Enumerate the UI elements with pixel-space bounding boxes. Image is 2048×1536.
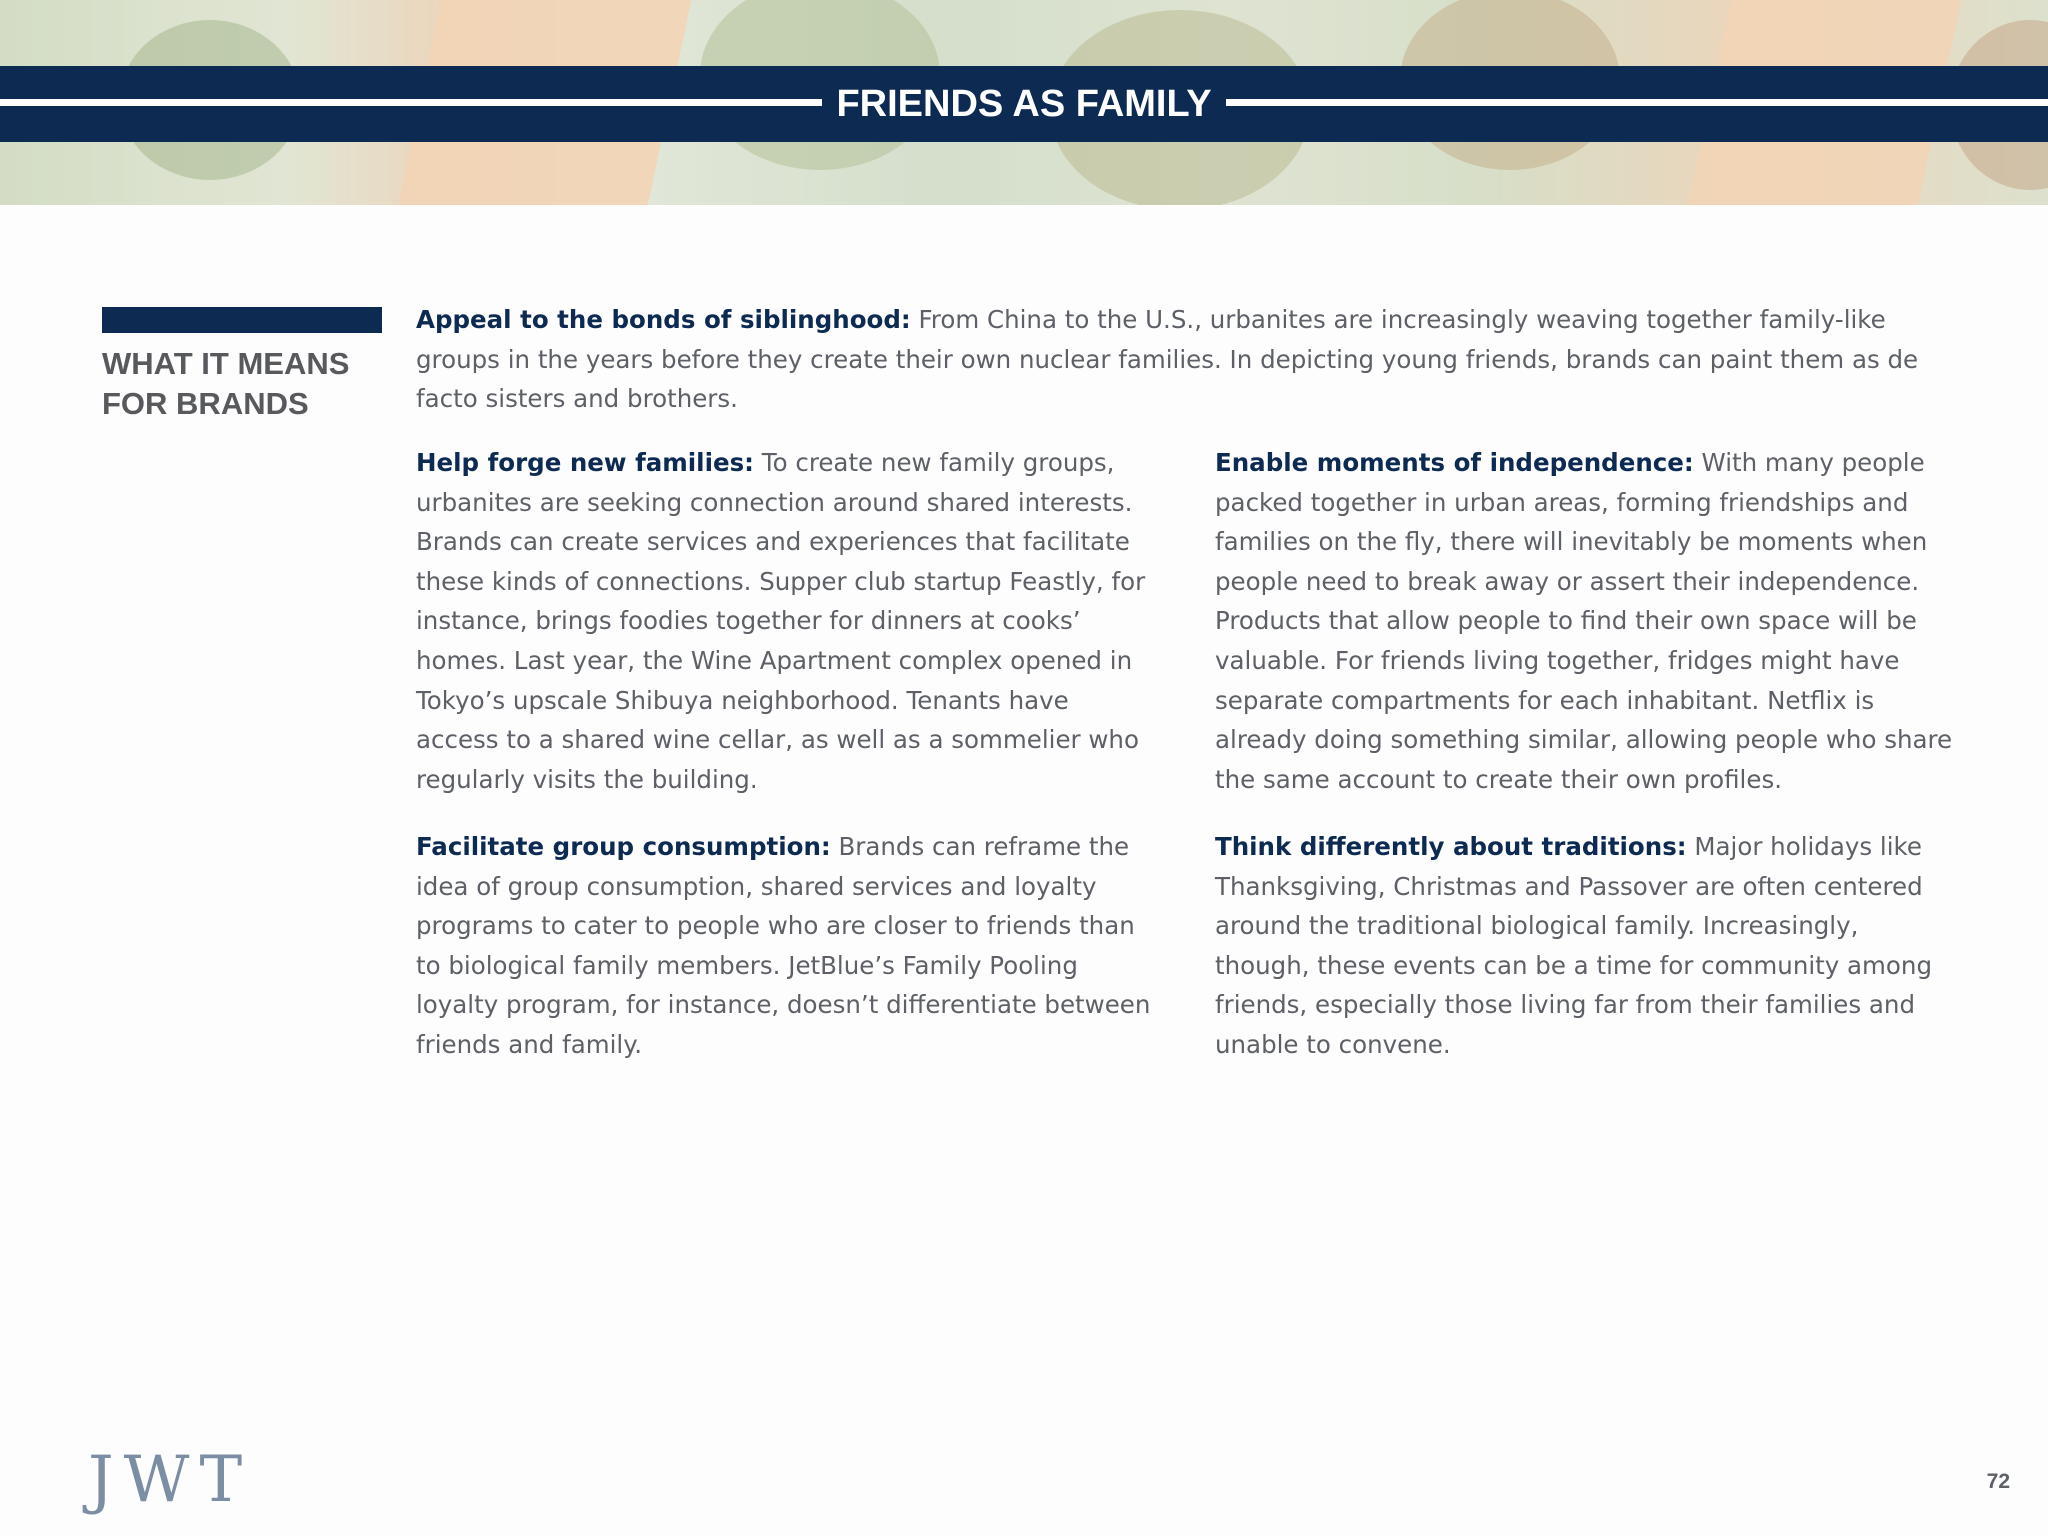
title-bar [0, 66, 2048, 142]
paragraph-body: Major holidays like Thanksgiving, Christmas and Passover are often centered around the traditional biological family. Increasingly, though, these events can be a time for community among friends, especially those living far from their families and unable to convene. [1215, 832, 1932, 1059]
sidebar-heading-line1: WHAT IT MEANS [102, 346, 350, 381]
paragraph-lead: Appeal to the bonds of siblinghood: [416, 305, 911, 334]
paragraph-lead: Think differently about traditions: [1215, 832, 1687, 861]
paragraph-group-consumption [416, 827, 1154, 1065]
paragraph-lead: Enable moments of independence: [1215, 448, 1694, 477]
paragraph-body: With many people packed together in urban areas, forming friendships and families on the fly, there will inevitably be moments when people need to break away or assert their independence. Products that allow people to find their own space will be valuable. For friends living together, fridges might have separate compartments for each inhabitant. Netflix is already doing something similar, allowing people who share the same account to create their own profiles. [1215, 448, 1953, 794]
paragraph-body: From China to the U.S., urbanites are increasingly weaving together family-like groups in the years before they create their own nuclear families. In depicting young friends, brands can paint them as de facto sisters and brothers. [416, 305, 1919, 414]
paragraph-siblinghood [416, 300, 1946, 419]
paragraph-lead: Help forge new families: [416, 448, 754, 477]
jwt-logo: JWT [88, 1443, 253, 1517]
page-number: 72 [1986, 1470, 2010, 1493]
paragraph-body: Brands can reframe the idea of group consumption, shared services and loyalty programs to cater to people who are closer to friends than to biological family members. JetBlue’s Family Pooling loyalty program, for instance, doesn’t differentiate between friends and family. [416, 832, 1151, 1059]
paragraph-new-families [416, 443, 1154, 799]
sidebar-heading [102, 344, 402, 424]
paragraph-body: To create new family groups, urbanites are seeking connection around shared interests. Brands can create services and experiences that facilitate these kinds of connections. Supper club startup Feastly, for instance, brings foodies together for dinners at cooks’ homes. Last year, the Wine Apartment complex opened in Tokyo’s upscale Shibuya neighborhood. Tenants have access to a shared wine cellar, as well as a sommelier who regularly visits the building. [416, 448, 1146, 794]
sidebar-accent-bar [102, 307, 382, 333]
page-title: FRIENDS AS FAMILY [836, 83, 1212, 125]
title-rule-left [0, 99, 822, 106]
paragraph-independence [1215, 443, 1953, 799]
paragraph-traditions [1215, 827, 1953, 1065]
sidebar-heading-line2: FOR BRANDS [102, 386, 309, 421]
paragraph-lead: Facilitate group consumption: [416, 832, 831, 861]
title-rule-right [1226, 99, 2048, 106]
